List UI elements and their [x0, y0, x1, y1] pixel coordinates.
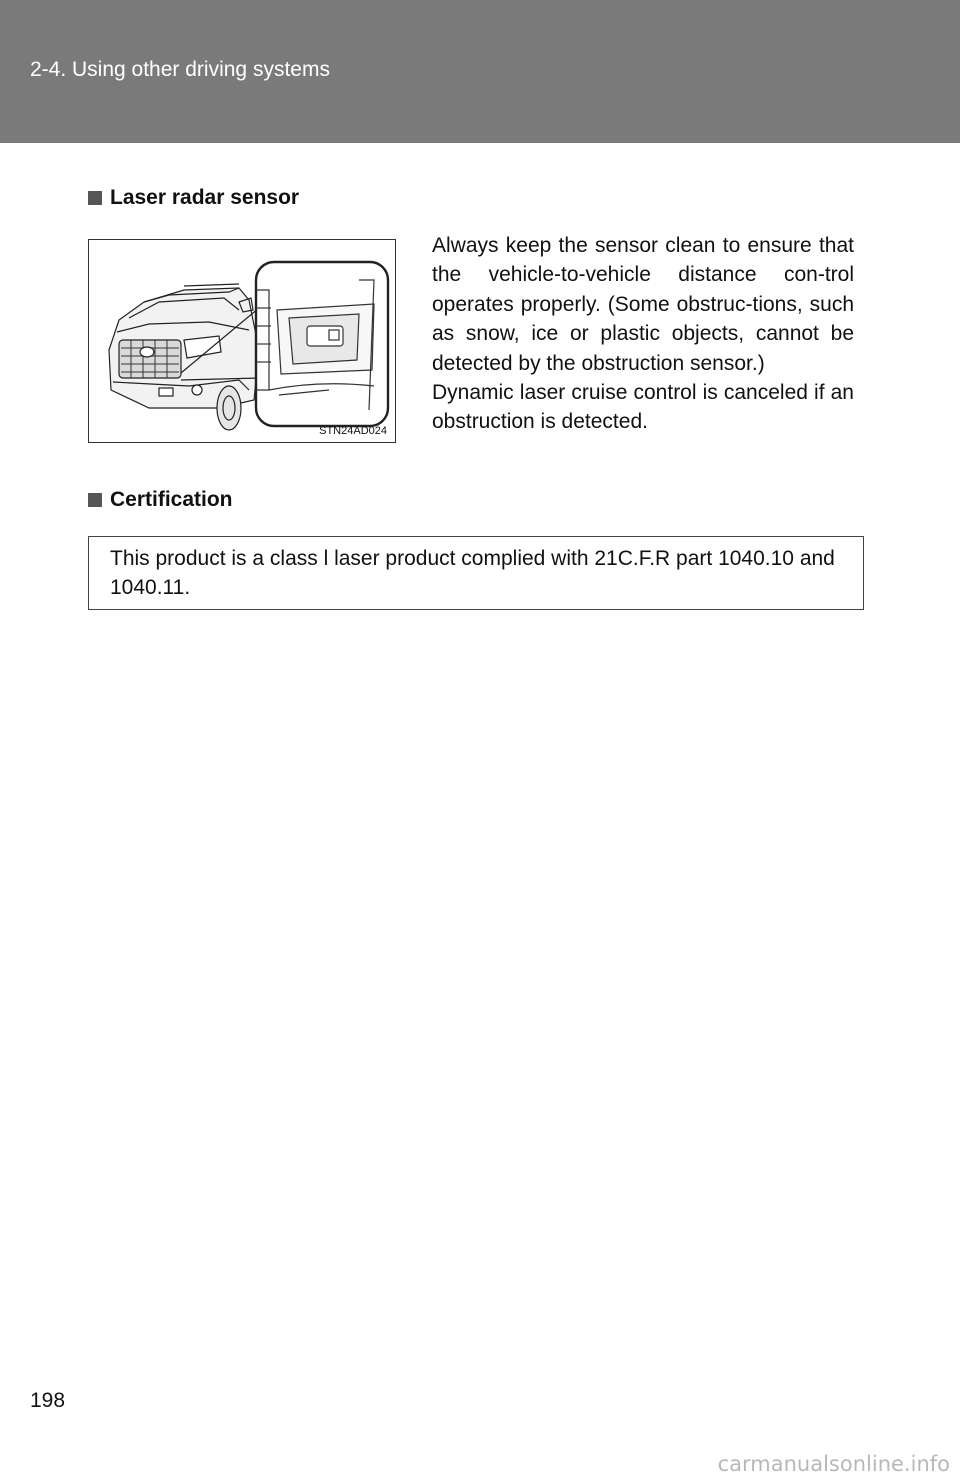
- certification-heading-text: Certification: [110, 488, 233, 511]
- certification-heading: [88, 488, 233, 512]
- sensor-instruction-paragraph: Always keep the sensor clean to ensure that the vehicle-to-vehicle distance con-trol operates properly. (Some obstruc-tions, such as snow, ice or plastic objects, cannot be detected by the obstruction sensor.): [432, 234, 854, 375]
- vehicle-illustration: [89, 240, 396, 443]
- square-bullet-icon: [88, 191, 102, 205]
- page-number: 198: [30, 1389, 66, 1412]
- laser-sensor-heading: [88, 186, 299, 210]
- sensor-cancel-paragraph: Dynamic laser cruise control is canceled if an obstruction is detected.: [432, 381, 854, 434]
- section-title: 2-4. Using other driving systems: [30, 58, 330, 81]
- square-bullet-icon: [88, 493, 102, 507]
- laser-sensor-heading-text: Laser radar sensor: [110, 186, 300, 209]
- watermark: carmanualsonline.info: [717, 1452, 950, 1476]
- sensor-illustration: [88, 239, 396, 443]
- page-header: [0, 0, 960, 143]
- certification-box: This product is a class l laser product complied with 21C.F.R part 1040.10 and 1040.11.: [88, 536, 864, 610]
- figure-code: STN24AD024: [319, 425, 387, 437]
- laser-sensor-text: [432, 231, 854, 437]
